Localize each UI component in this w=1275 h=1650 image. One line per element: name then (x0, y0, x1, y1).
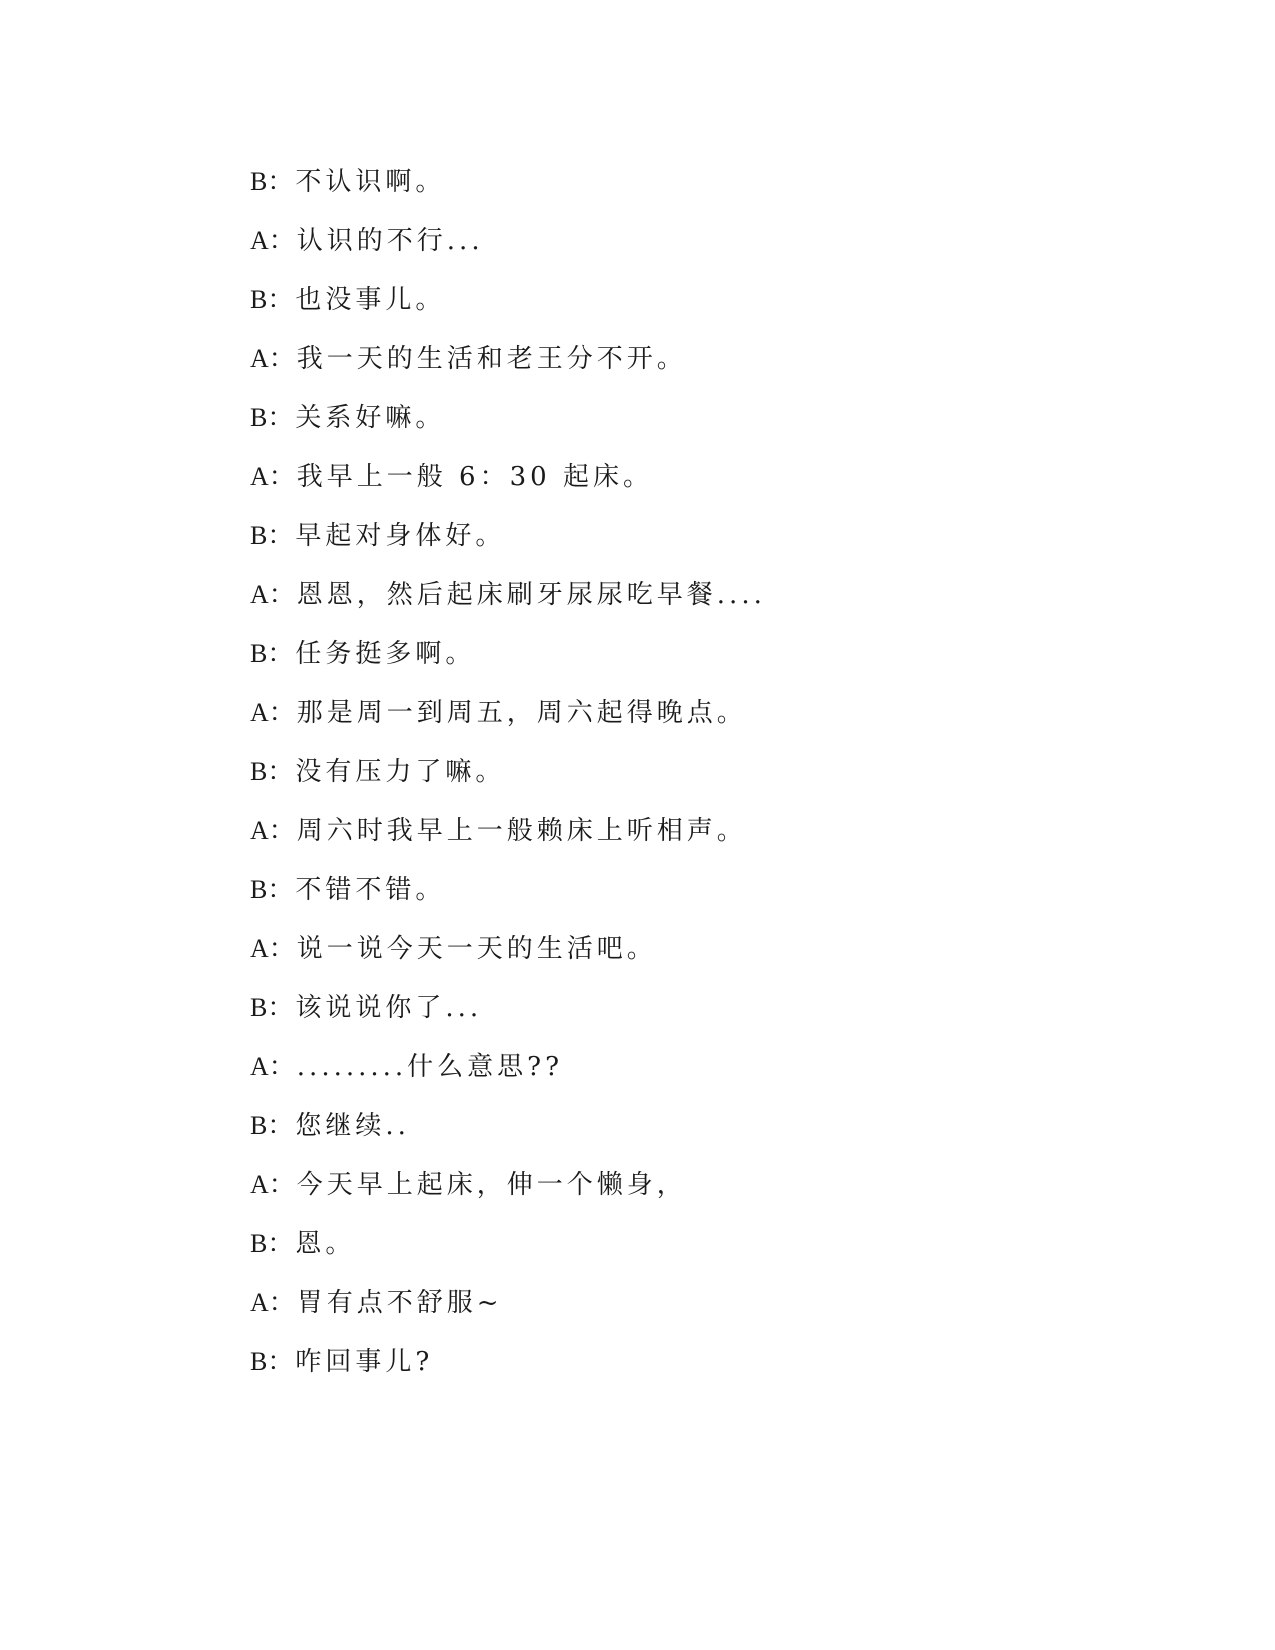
speaker-label: B (250, 993, 268, 1022)
utterance-text: 周六时我早上一般赖床上听相声。 (296, 816, 747, 846)
utterance-text: 您继续.. (295, 1111, 410, 1141)
dialogue-line (250, 988, 766, 1047)
speaker-colon: ： (267, 993, 294, 1023)
speaker-label: A (250, 1288, 269, 1317)
speaker-colon: ： (267, 521, 294, 551)
utterance-text: 我一天的生活和老王分不开。 (296, 344, 687, 374)
utterance-text: 也没事儿。 (295, 285, 446, 315)
utterance-text: 任务挺多啊。 (295, 639, 476, 669)
utterance-text: 今天早上起床，伸一个懒身， (296, 1170, 687, 1200)
speaker-label: B (250, 1347, 268, 1376)
speaker-colon: ： (268, 1052, 295, 1082)
speaker-colon: ： (268, 934, 295, 964)
speaker-colon: ： (267, 639, 294, 669)
speaker-colon: ： (268, 698, 295, 728)
dialogue-line (250, 634, 766, 693)
dialogue-line (250, 280, 766, 339)
speaker-colon: ： (268, 1288, 295, 1318)
utterance-text: 没有压力了嘛。 (295, 757, 506, 787)
speaker-label: B (250, 875, 268, 904)
speaker-label: B (250, 639, 268, 668)
dialogue-line (250, 398, 766, 457)
dialogue-line (250, 575, 766, 634)
utterance-text: .........什么意思?? (296, 1052, 564, 1082)
speaker-label: A (250, 816, 269, 845)
speaker-colon: ： (268, 226, 295, 256)
dialogue-line (250, 1342, 766, 1401)
utterance-text: 胃有点不舒服~ (296, 1288, 503, 1318)
speaker-label: B (250, 1229, 268, 1258)
dialogue-line (250, 339, 766, 398)
utterance-text: 早起对身体好。 (295, 521, 506, 551)
dialogue-line (250, 929, 766, 988)
dialogue-line (250, 693, 766, 752)
utterance-text: 该说说你了... (295, 993, 483, 1023)
dialogue-line (250, 1165, 766, 1224)
speaker-colon: ： (267, 1347, 294, 1377)
dialogue-line (250, 870, 766, 929)
utterance-text: 不错不错。 (295, 875, 446, 905)
speaker-label: A (250, 462, 269, 491)
speaker-label: B (250, 757, 268, 786)
speaker-colon: ： (267, 167, 294, 197)
utterance-text: 不认识啊。 (295, 167, 446, 197)
speaker-colon: ： (267, 875, 294, 905)
speaker-label: B (250, 1111, 268, 1140)
dialogue-line (250, 516, 766, 575)
utterance-text: 恩恩，然后起床刷牙尿尿吃早餐.... (296, 580, 766, 610)
utterance-text: 说一说今天一天的生活吧。 (296, 934, 657, 964)
speaker-label: A (250, 1170, 269, 1199)
speaker-colon: ： (267, 1229, 294, 1259)
dialogue-line (250, 162, 766, 221)
speaker-label: B (250, 521, 268, 550)
speaker-colon: ： (268, 344, 295, 374)
utterance-text: 恩。 (295, 1229, 356, 1259)
speaker-colon: ： (267, 1111, 294, 1141)
speaker-label: B (250, 167, 268, 196)
utterance-text: 我早上一般 6：30 起床。 (296, 462, 653, 492)
speaker-colon: ： (267, 757, 294, 787)
speaker-label: A (250, 698, 269, 727)
speaker-label: A (250, 1052, 269, 1081)
utterance-text: 认识的不行... (296, 226, 484, 256)
speaker-label: A (250, 580, 269, 609)
dialogue-line (250, 457, 766, 516)
utterance-text: 那是周一到周五，周六起得晚点。 (296, 698, 747, 728)
dialogue-line (250, 1047, 766, 1106)
speaker-label: B (250, 285, 268, 314)
speaker-label: A (250, 226, 269, 255)
speaker-colon: ： (268, 462, 295, 492)
speaker-colon: ： (268, 1170, 295, 1200)
speaker-label: A (250, 934, 269, 963)
speaker-label: B (250, 403, 268, 432)
speaker-colon: ： (267, 285, 294, 315)
utterance-text: 关系好嘛。 (295, 403, 446, 433)
speaker-colon: ： (268, 816, 295, 846)
dialogue-line (250, 221, 766, 280)
speaker-label: A (250, 344, 269, 373)
dialogue-line (250, 1106, 766, 1165)
utterance-text: 咋回事儿? (295, 1347, 434, 1377)
dialogue-line (250, 811, 766, 870)
speaker-colon: ： (267, 403, 294, 433)
dialogue-line (250, 752, 766, 811)
dialogue-line (250, 1224, 766, 1283)
speaker-colon: ： (268, 580, 295, 610)
dialogue-transcript (250, 162, 766, 1401)
dialogue-line (250, 1283, 766, 1342)
